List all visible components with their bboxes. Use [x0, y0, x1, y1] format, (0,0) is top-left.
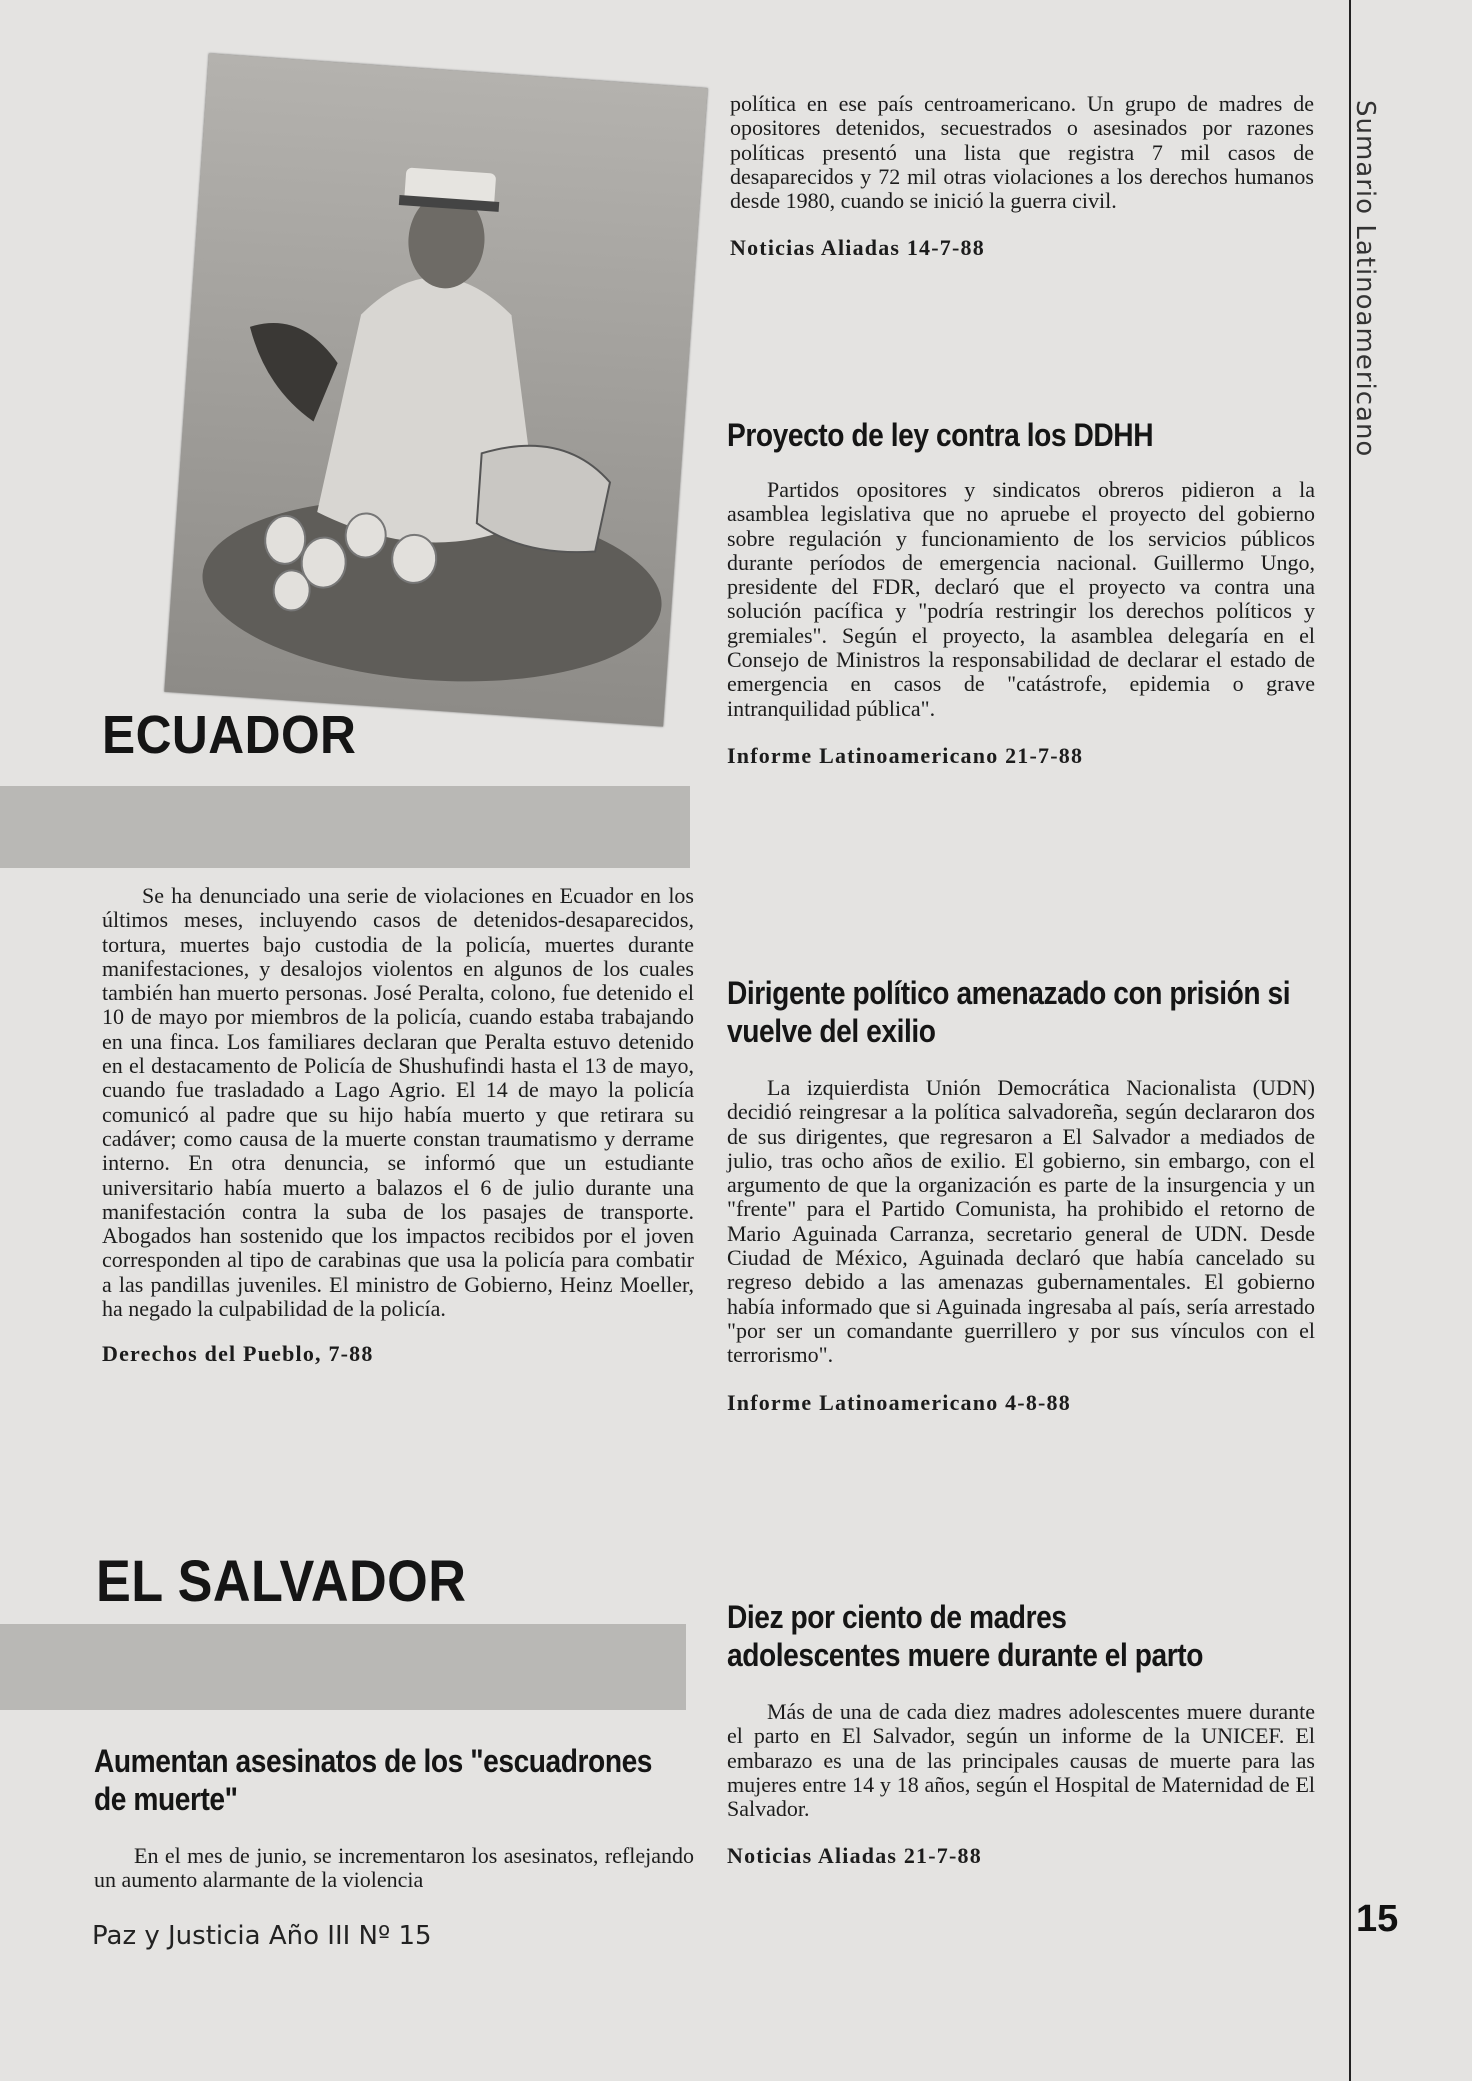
article-proyecto-ley-source: Informe Latinoamericano 21-7-88 — [727, 742, 1084, 768]
article-escuadrones-body: En el mes de junio, se incrementaron los asesinatos, reflejando un aumento alarmante de la violencia — [94, 1843, 694, 1893]
article-madres-source: Noticias Aliadas 21-7-88 — [727, 1843, 982, 1869]
section-side-label: Sumario Latinoamericano — [1350, 100, 1380, 458]
article-proyecto-ley-headline: Proyecto de ley contra los DDHH — [727, 417, 1154, 453]
continuation-body: política en ese país centroamericano. Un grupo de madres de opositores detenidos, secuestrados o asesinados por razones políticas presentó una lista que registra 7 mil casos de desaparecidos y 72 mil otras violaciones a los derechos humanos desde 1980, cuando se inició la guerra civil. — [730, 91, 1314, 214]
article-escuadrones — [94, 1742, 694, 1893]
article-madres-body: Más de una de cada diez madres adolescentes muere durante el parto en El Salvador, según un informe de la UNICEF. El embarazo es una de las principales causas de muerte para las mujeres entre 14 y 18 años, según el Hospital de Maternidad de El Salvador. — [727, 1699, 1315, 1822]
article-dirigente-body: La izquierdista Unión Democrática Nacionalista (UDN) decidió reingresar a la política salvadoreña, según declararon dos de sus dirigentes, que regresaron a El Salvador a mediados de julio, tras ocho años de exilio. El gobierno, sin embargo, con el argumento de que la organización es parte de la insurgencia y un "frente" para el Partido Comunista, ha prohibido el retorno de Mario Aguinada Carranza, secretario general de UDN. Desde Ciudad de México, Aguinada declaró que había cancelado su regreso debido a las amenazas gubernamentales. El gobierno había informado que si Aguinada ingresaba al país, sería arrestado "por ser un comandante guerrillero y por sus vínculos con el terrorismo". — [727, 1075, 1315, 1368]
article-proyecto-ley-body: Partidos opositores y sindicatos obreros pidieron a la asamblea legislativa que no apruebe el proyecto del gobierno sobre regulación y funcionamiento de los servicios públicos durante períodos de emergencia nacional. Guillermo Ungo, presidente del FDR, declaró que el proyecto va contra una solución pacífica y "podría restringir los derechos políticos y gremiales". Según el proyecto, la asamblea delegaría en el Consejo de Ministros la responsabilidad de declarar el estado de emergencia en casos de "catástrofe, epidemia o grave intranquilidad pública". — [727, 477, 1315, 721]
continuation-source: Noticias Aliadas 14-7-88 — [730, 235, 985, 261]
article-proyecto-ley — [727, 416, 1315, 769]
el-salvador-band — [0, 1624, 686, 1710]
footer-publication: Paz y Justicia Año III Nº 15 — [92, 1921, 432, 1951]
photo-woman-seated-icon — [164, 53, 707, 726]
article-dirigente-source: Informe Latinoamericano 4-8-88 — [727, 1389, 1071, 1415]
ecuador-body: Se ha denunciado una serie de violaciones en Ecuador en los últimos meses, incluyendo casos de detenidos-desaparecidos, tortura, muertes bajo custodia de la policía, muertes durante manifestaciones, y desalojos violentos en algunos de los cuales también han muerto personas. José Peralta, colono, fue detenido el 10 de mayo por miembros de la policía, cuando estaba trabajando en una finca. Los familiares declaran que Peralta estuvo detenido en el destacamento de Policía de Shushufindi hasta el 13 de mayo, cuando fue trasladado a Lago Agrio. El 14 de mayo la policía comunicó al padre que su hijo había muerto y que retirara su cadáver; como causa de la muerte constan traumatismo y derrame interno. En otra denuncia, se informó que un estudiante universitario había muerto a balazos el 6 de julio durante una manifestación contra la suba de los pasajes de transporte. Abogados han sostenido que los impactos recibidos por el joven corresponden al tipo de carabinas que usa la policía para combatir a las pandillas juveniles. El ministro de Gobierno, Heinz Moeller, ha negado la culpabilidad de la policía. — [102, 883, 694, 1322]
article-dirigente-headline: Dirigente político amenazado con prisión si vuelve del exilio — [727, 975, 1291, 1049]
article-dirigente — [727, 974, 1315, 1416]
article-madres — [727, 1598, 1315, 1869]
ecuador-article — [102, 884, 694, 1367]
ecuador-band — [0, 786, 690, 868]
continuation-article — [730, 92, 1314, 261]
article-madres-headline: Diez por ciento de madres adolescentes muere durante el parto — [727, 1599, 1203, 1673]
page-number: 15 — [1356, 1898, 1399, 1940]
el-salvador-title: EL SALVADOR — [96, 1549, 467, 1614]
ecuador-title: ECUADOR — [102, 705, 357, 765]
ecuador-source: Derechos del Pueblo, 7-88 — [102, 1341, 374, 1367]
article-escuadrones-headline: Aumentan asesinatos de los "escuadrones de muerte" — [94, 1743, 653, 1817]
photo-illustration — [164, 53, 707, 726]
